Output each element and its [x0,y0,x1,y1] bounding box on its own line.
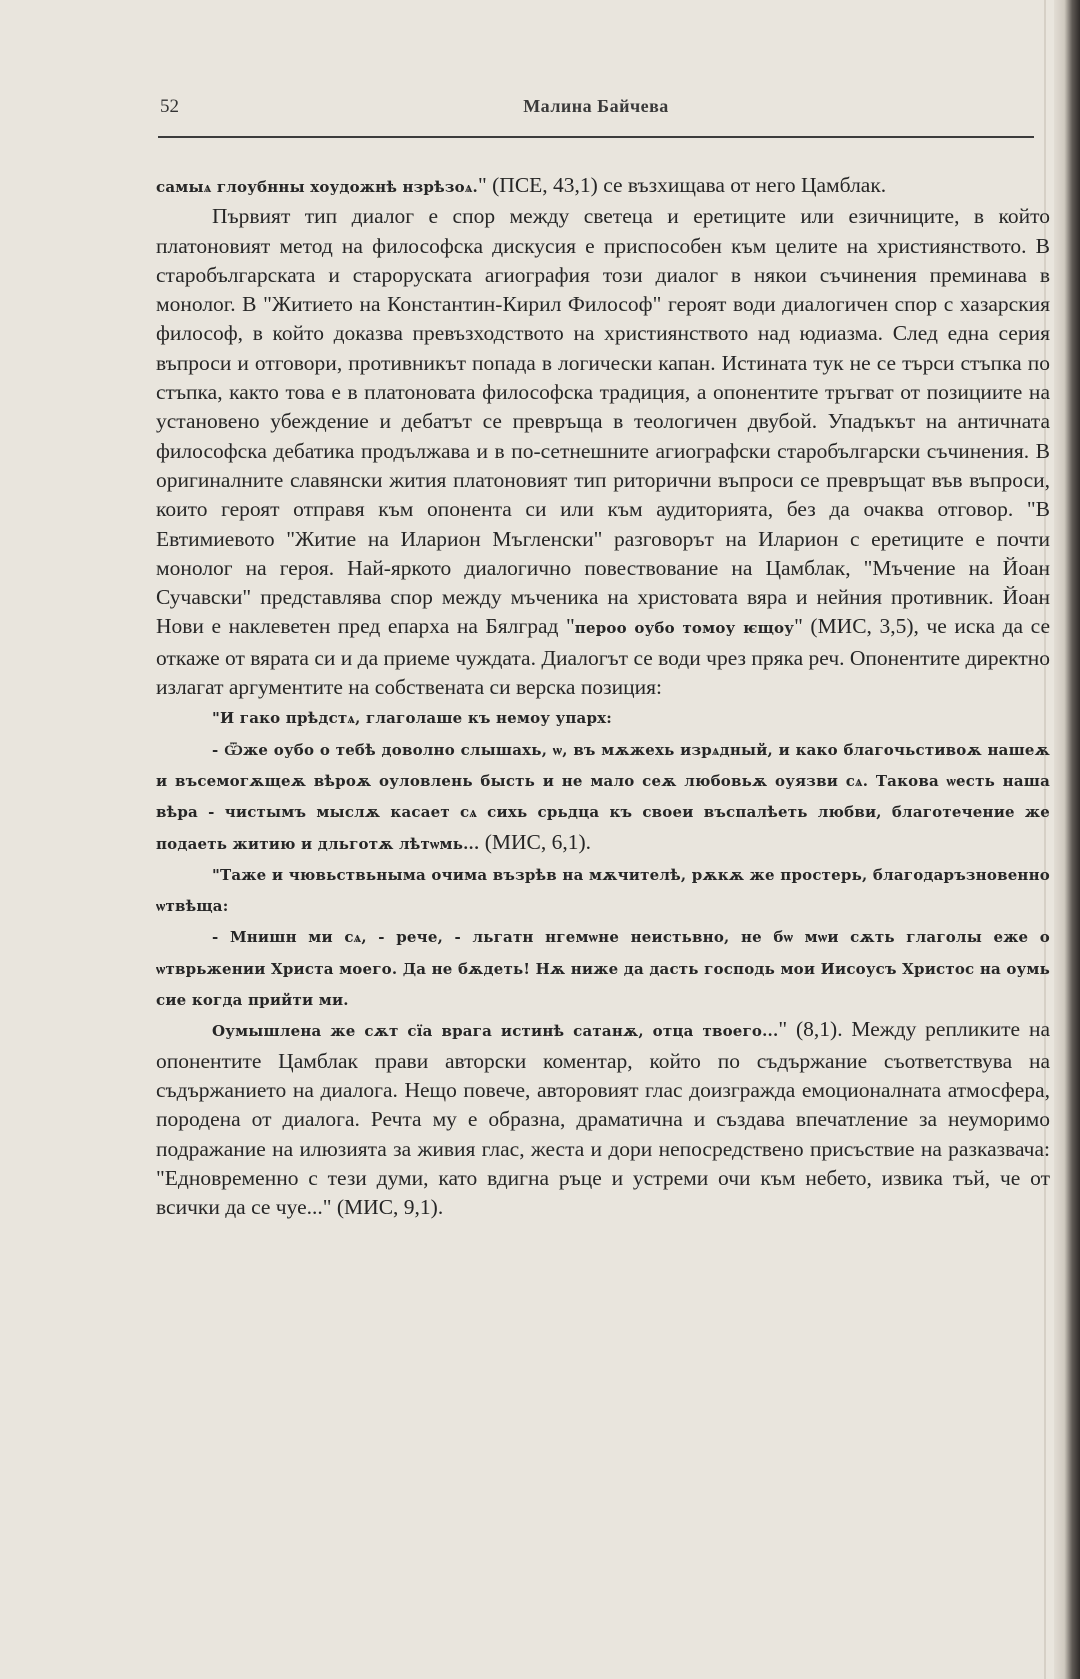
paragraph-text: " (8,1). Между репликите на опонентите Цамблак прави авторски коментар, който по съдържание съответствува на съдържанието на диалога. Нещо повече, авторовият глас доизгражда емоционалната атмосфера, породена от диалога. Речта му е образна, драматична и създава впечатление за неуморимо подражание на илюзията за живия глас, жеста и дори непосредствено присъствие на разказвача: "Едновременно с тези думи, като вдигна ръце и устреми очи към небето, извика тъй, че от всички да се чуе..." (МИС, 9,1). [156,1017,1050,1220]
header-rule [158,136,1034,138]
church-slavonic-quote: "И гако прѣдстѧ, глаголаше къ немоу упарх: [212,709,613,728]
church-slavonic-quote: самыѧ глоубнны хоудожнѣ нзрѣзоѧ. [156,178,478,196]
running-head-author: Малина Байчева [523,96,669,116]
page-edge-shadow [1054,0,1080,1679]
quote-line-2 [156,734,1050,859]
quote-line-3 [156,859,1050,922]
quote-line-4 [156,921,1050,1015]
paragraph-text: " (МИС, 3,5), че иска да се откаже от вярата си и да приеме чуждата. Диалогът се води чрез пряка реч. Опонентите директно излагат аргументите на собствената си верска позиция: [156,614,1051,700]
church-slavonic-quote: - Ѿже оубо о тебѣ доволно слышахь, ѡ, въ мѫжехь изрѧдный, и како благочьстивоѫ нашеѫ и въсемогѫщеѫ вѣроѫ оуловлень бысть и не мало сеѫ любовьѫ оуязви сѧ. Такова ѡесть наша вѣра - чистымъ мыслѫ касает сѧ сихь срьдца къ своеи въспалѣеть любви, благотечение же подаеть житию и дльготѫ лѣтѡмь... [156,740,1050,853]
paragraph-2 [156,202,1050,702]
paragraph-text: Първият тип диалог е спор между светеца и еретиците или езичниците, в който платоновият метод на философска дискусия е приспособен към целите на християнството. В старобългарската и староруската агиография този диалог в някои съчинения преминава в монолог. В "Житието на Константин-Кирил Философ" героят води диалогичен спор с хазарския философ, в който доказва превъзходството на християнството над юдиазма. След една серия въпроси и отговори, противникът попада в логически капан. Истината тук не се търси стъпка по стъпка, както това е в платоновата философска традиция, а опонентите тръгват от позициите на установено убеждение и дебатът се превръща в теологичен двубой. Упадъкът на античната философска дебатика продължава и в по-сетнешните агиографски старобългарски съчинения. В оригиналните славянски жития платоновият тип риторични въпроси се превръщат във въпроси, които героят отправя към опонента си или към аудиторията, без да очаква отговор. "В Евтимиевото "Житие на Иларион Мъгленски" разговорът на Иларион с еретиците е почти монолог на героя. Най-яркото диалогично повествование на Цамблак, "Мъчение на Йоан Сучавски" представлява спор между мъченика на христовата вяра и нейния противник. Йоан Нови е наклеветен пред епарха на Бялград " [156,204,1050,639]
page-number: 52 [160,96,179,117]
church-slavonic-quote: "Тажe и чювьствьныма очима възрѣв на мѫчителѣ, рѫкѫ же простерь, благодаръзновенно ѡтвѣща: [156,865,1050,916]
church-slavonic-quote: пероо оубо томоу ѥщоу [574,619,795,638]
church-slavonic-quote: Оумышлена же сѫт сїа врага истинѣ сатанѫ, отца твоего... [212,1022,779,1041]
quote-line-1 [156,702,1050,733]
church-slavonic-quote: - Мнишн ми сѧ, - рече, - льгатн нгемѡне неистьвно, не бѡ мѡи сѫть глаголы еже о ѡтврьжении Христа моего. Да не бѫдеть! Нѫ ниже да дасть господь мои Иисоусъ Христос на оумь сие когда прийти ми. [156,928,1050,1010]
body-text [156,171,1050,1222]
paragraph-3 [156,1015,1050,1222]
paragraph-1 [156,171,1050,202]
page-header [160,96,1032,120]
paragraph-text: " (ПСЕ, 43,1) се възхищава от него Цамблак. [477,173,887,197]
citation: (МИС, 6,1). [479,829,592,854]
